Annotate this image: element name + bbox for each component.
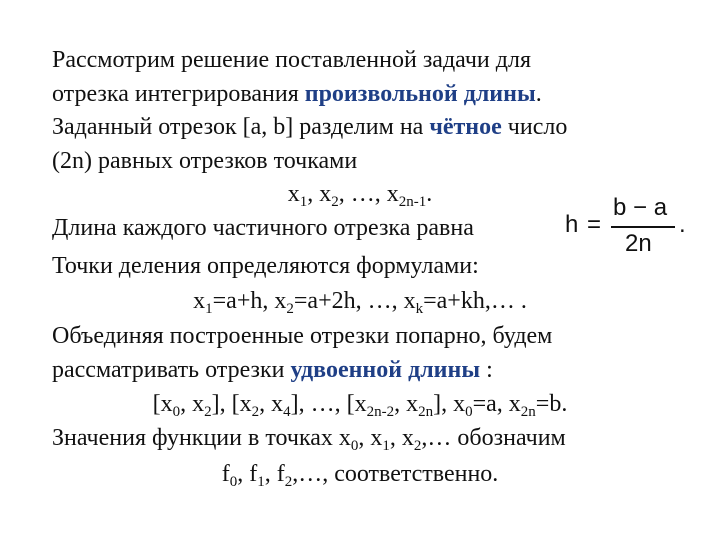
math-text: =a, x: [472, 391, 521, 417]
text-line-2: [52, 80, 542, 108]
math-text: , x: [389, 425, 414, 451]
subscript: 2n: [418, 404, 434, 420]
math-text: , f: [237, 461, 258, 487]
subscript: 2: [204, 404, 212, 420]
math-text: , f: [264, 461, 285, 487]
math-text: =a+h, x: [212, 288, 287, 314]
line-2-end: .: [535, 81, 542, 107]
subscript: 2: [413, 438, 422, 454]
division-points-formula: [0, 287, 720, 315]
math-text: x: [193, 288, 206, 314]
math-text: ], …, [x: [290, 391, 367, 417]
math-text: Значения функции в точках x: [52, 425, 351, 451]
points-list: [0, 180, 720, 208]
subscript: 1: [205, 301, 213, 317]
math-text: ,… обозначим: [421, 425, 566, 451]
math-text: ,…, соответственно.: [292, 461, 499, 487]
math-text: x: [287, 181, 300, 207]
line-3-text: Заданный отрезок [a, b] разделим на: [52, 114, 430, 140]
line-2-text: отрезка интегрирования: [52, 81, 305, 107]
math-text: .: [426, 181, 433, 207]
fraction-bar: [611, 226, 675, 228]
math-text: , x: [358, 425, 383, 451]
text-line-3: [52, 113, 567, 141]
line-10-end: :: [480, 357, 493, 383]
math-text: =b.: [535, 391, 568, 417]
line-3-end: число: [501, 114, 568, 140]
line-6-text: Длина каждого частичного отрезка равна: [52, 215, 474, 241]
subscript: 2n-2: [366, 404, 395, 420]
highlight-even: чётное: [429, 114, 502, 140]
text-line-6: [52, 214, 474, 242]
text-line-1: [52, 46, 531, 74]
line-4-text: (2n) равных отрезков точками: [52, 148, 358, 174]
math-text: , x: [180, 391, 205, 417]
line-1-text: Рассмотрим решение поставленной задачи для: [52, 47, 531, 73]
text-line-7: [52, 252, 479, 280]
text-line-12: [52, 424, 566, 452]
math-text: , …, x: [338, 181, 399, 207]
formula-dot: .: [679, 211, 686, 238]
subscript: 2: [284, 474, 293, 490]
math-text: , x: [394, 391, 419, 417]
math-text: f: [221, 461, 230, 487]
highlight-arbitrary-length: произвольной длины: [304, 81, 536, 107]
math-text: ], x: [433, 391, 466, 417]
function-values: [0, 460, 720, 488]
math-text: , x: [307, 181, 332, 207]
line-7-text: Точки деления определяются формулами:: [52, 253, 479, 279]
subscript: k: [415, 301, 424, 317]
subscript: 0: [229, 474, 238, 490]
text-line-10: [52, 356, 493, 384]
text-line-4: [52, 147, 357, 175]
highlight-doubled-length: удвоенной длины: [290, 357, 481, 383]
math-text: , x: [259, 391, 284, 417]
segments-list: [0, 390, 720, 418]
math-text: ], [x: [211, 391, 252, 417]
subscript: 0: [172, 404, 181, 420]
text-line-9: [52, 322, 552, 350]
subscript: 4: [283, 404, 291, 420]
subscript: 0: [465, 404, 473, 420]
formula-h: h: [565, 211, 579, 238]
subscript: 1: [382, 438, 390, 454]
subscript: 1: [257, 474, 265, 490]
formula-equals: =: [587, 211, 602, 238]
subscript: 2: [331, 194, 339, 210]
line-9-text: Объединяя построенные отрезки попарно, будем: [52, 323, 553, 349]
math-text: =a+2h, …, x: [293, 288, 416, 314]
subscript: 2: [251, 404, 260, 420]
subscript: 2n-1: [398, 194, 427, 210]
subscript: 0: [350, 438, 359, 454]
subscript: 1: [299, 194, 308, 210]
line-10-text: рассматривать отрезки: [52, 357, 291, 383]
math-text: [x: [152, 391, 173, 417]
formula-numerator: b − a: [613, 194, 668, 221]
math-text: =a+kh,… .: [423, 288, 527, 314]
subscript: 2: [286, 301, 294, 317]
formula-denominator: 2n: [625, 230, 652, 257]
subscript: 2n: [520, 404, 536, 420]
